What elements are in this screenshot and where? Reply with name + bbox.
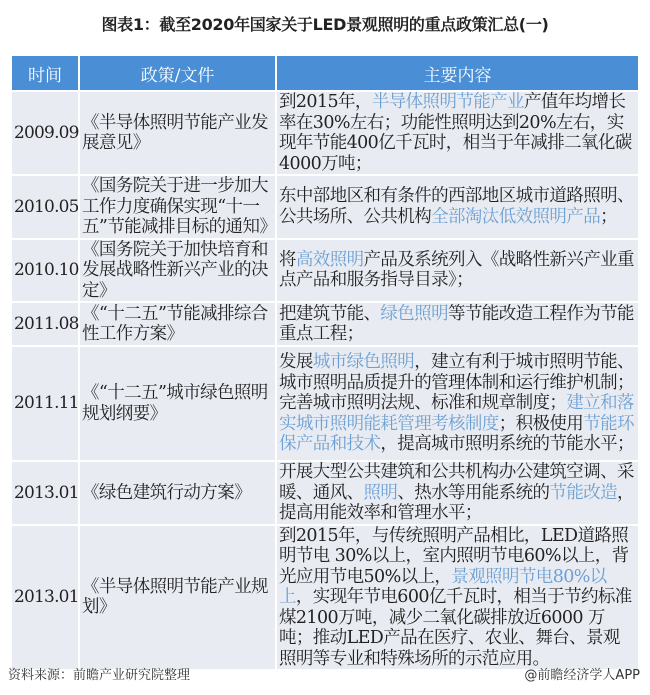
content-text: 产值年均增长率在30%左右；功能性照明达到20%左右，实现年节能400亿千瓦时，相当于年减排二氧化碳4000万吨；: [279, 92, 632, 174]
content-text: 产品及系统列入《战略性新兴产业重点产品和服务指导目录》；: [279, 249, 634, 291]
cell-content: [276, 175, 639, 239]
cell-policy: 《国务院关于加快培育和发展战略性新兴产业的决定》: [79, 239, 276, 303]
content-text: 、热水等用能系统的: [397, 482, 550, 503]
cell-content: [276, 302, 639, 346]
highlighted-text: 景观照明节电80%以上: [279, 566, 607, 607]
cell-content: [276, 346, 639, 461]
content-text: ，建立有利于城市照明节能、城市照明品质提升的管理体制和运行维护机制；完善城市照明法规、标准和规章制度；: [279, 352, 634, 414]
highlighted-text: 照明: [363, 482, 398, 503]
table-row: [11, 302, 639, 346]
cell-content: [276, 525, 639, 671]
content-text: 到2015年，: [279, 92, 372, 112]
content-text: ；: [600, 206, 618, 227]
cell-policy: 《国务院关于进一步加大工作力度确保实现“十一五”节能减排目标的通知》: [79, 175, 276, 239]
figure-title: 图表1：截至2020年国家关于LED景观照明的重点政策汇总(一): [101, 15, 549, 34]
cell-time: 2011.08: [11, 302, 79, 346]
highlighted-text: 节能改造: [549, 482, 618, 503]
content-text: 发展: [279, 352, 313, 373]
highlighted-text: 高效照明: [295, 249, 364, 270]
content-text: ；积极使用: [498, 413, 584, 434]
table-header-row: [11, 55, 639, 91]
cell-policy: 《“十二五”城市绿色照明规划纲要》: [79, 346, 276, 461]
content-text: 把建筑节能、: [279, 303, 381, 324]
table-row: [11, 91, 639, 175]
highlighted-text: 节能环保产品和技术: [279, 413, 634, 455]
table-row: [11, 175, 639, 239]
content-text: 到2015年，与传统照明产品相比，LED道路照明节电 30%以上，室内照明节电60%以上，背光应用节电50%以上，: [279, 525, 629, 587]
table-row: [11, 239, 639, 303]
cell-content: [276, 461, 639, 525]
table-row: [11, 346, 639, 461]
highlighted-text: 建立和落实城市照明能耗管理考核制度: [279, 393, 634, 434]
source-note: 资料来源：前瞻产业研究院整理: [8, 668, 191, 683]
content-text: ，实现年节电600亿千瓦时，相当于节约标准煤2100万吨，减少二氧化碳排放近6000 万吨；推动LED产品在医疗、农业、舞台、景观照明等专业和特殊场所的示范应用。: [279, 587, 632, 669]
highlighted-text: 半导体照明节能产业: [371, 92, 524, 112]
highlighted-text: 全部淘汰低效照明产品: [431, 206, 601, 227]
cell-time: 2013.01: [11, 525, 79, 671]
highlighted-text: 城市绿色照明: [312, 352, 415, 373]
content-text: 等节能改造工程作为节能重点工程；: [279, 303, 634, 344]
cell-time: 2010.10: [11, 239, 79, 303]
cell-policy: 《绿色建筑行动方案》: [79, 461, 276, 525]
cell-time: 2009.09: [11, 91, 79, 175]
table-row: [11, 525, 639, 671]
cell-content: [276, 91, 639, 175]
cell-policy: 《“十二五”节能减排综合性工作方案》: [79, 302, 276, 346]
cell-time: 2011.11: [11, 346, 79, 461]
content-text: 开展大型公共建筑和公共机构办公建筑空调、采暖、通风、: [279, 462, 634, 503]
cell-content: [276, 239, 639, 303]
table-row: [11, 461, 639, 525]
cell-policy: 《半导体照明节能产业发展意见》: [79, 91, 276, 175]
header-policy: 政策/文件: [79, 55, 276, 91]
header-time: 时间: [11, 55, 79, 91]
header-content: 主要内容: [276, 55, 639, 91]
content-text: ，提高用能效率和管理水平；: [279, 482, 634, 523]
content-text: 东中部地区和有条件的西部地区城市道路照明、公共场所、公共机构: [279, 186, 634, 227]
cell-policy: 《半导体照明节能产业规划》: [79, 525, 276, 671]
content-text: ，提高城市照明系统的节能水平；: [380, 434, 634, 455]
content-text: 将: [279, 249, 296, 270]
cell-time: 2010.05: [11, 175, 79, 239]
highlighted-text: 绿色照明: [380, 303, 449, 324]
policy-table: [10, 54, 640, 671]
cell-time: 2013.01: [11, 461, 79, 525]
credit-note: @前瞻经济学人APP: [524, 668, 640, 683]
